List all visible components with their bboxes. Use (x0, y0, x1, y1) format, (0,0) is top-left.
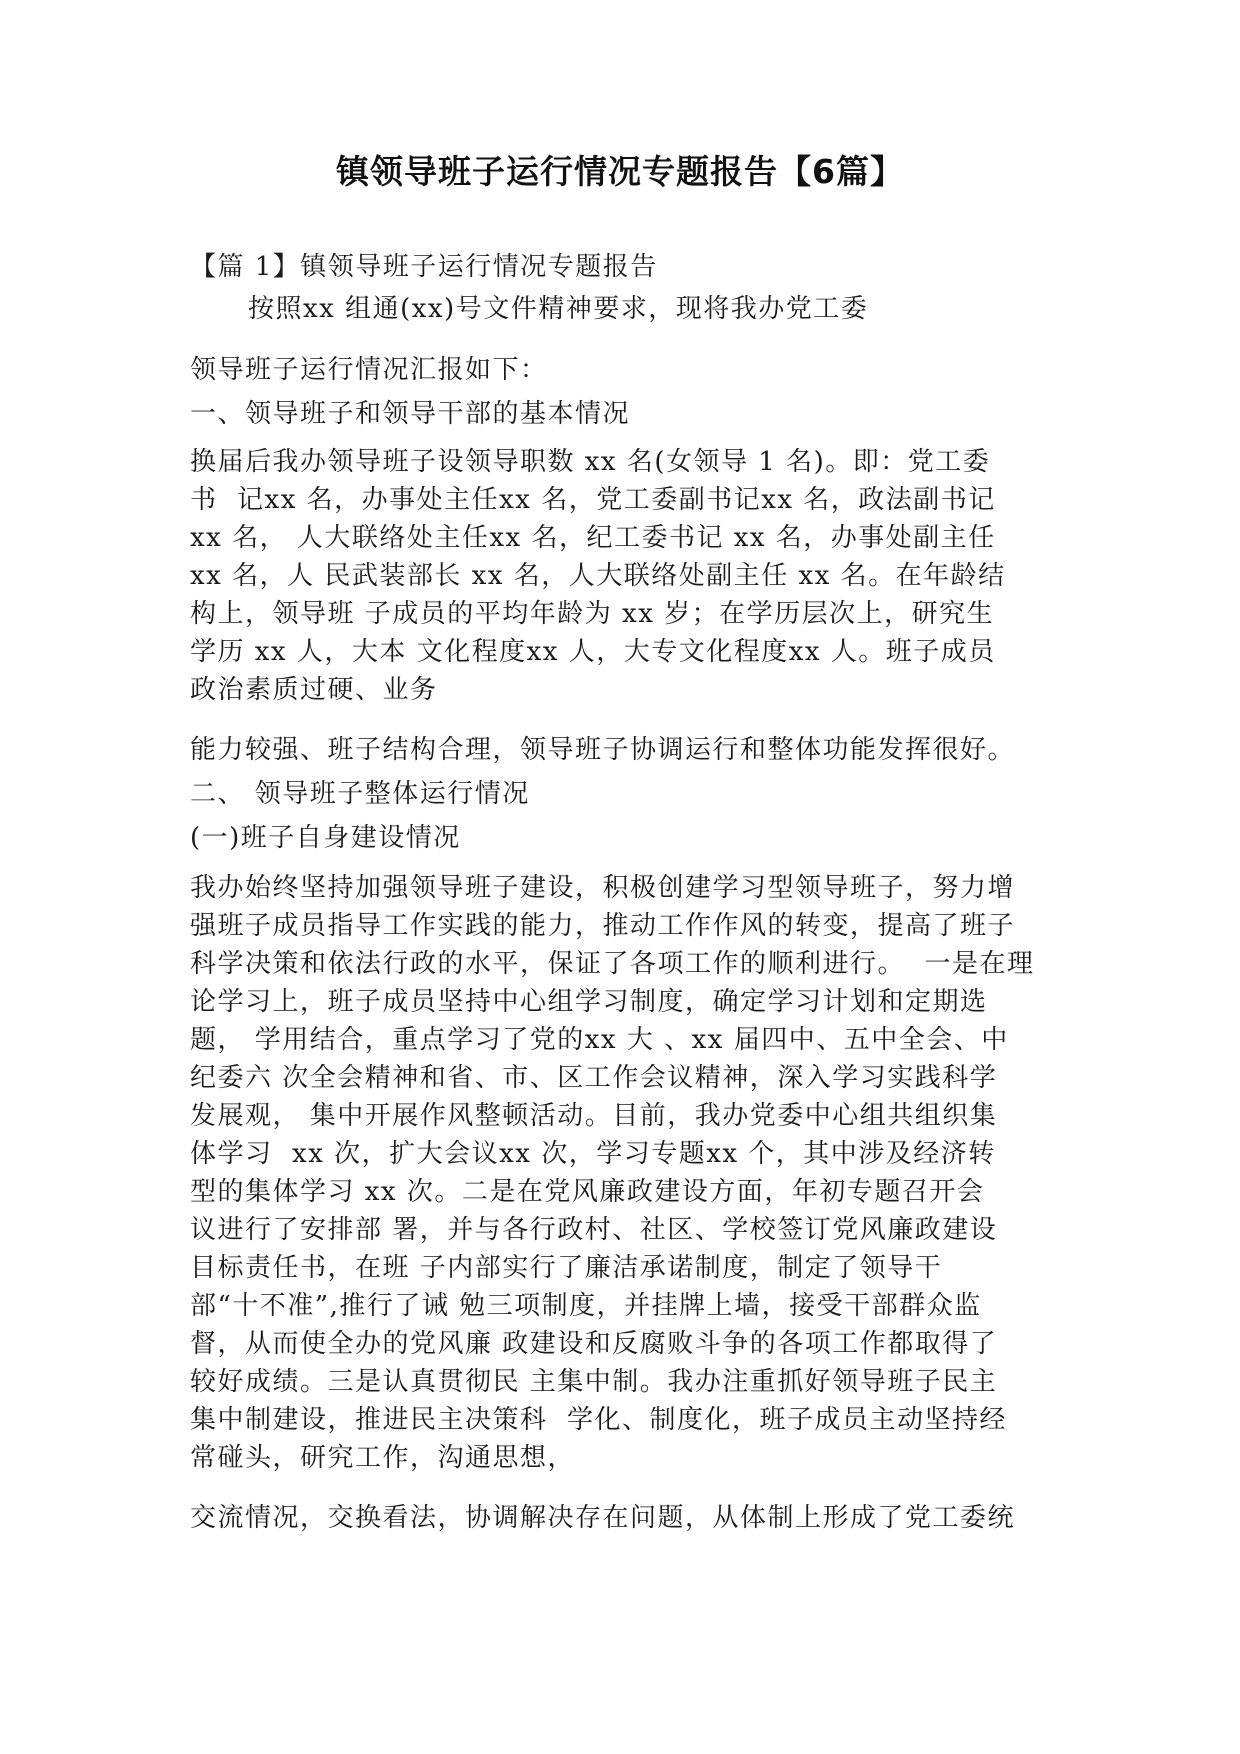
body-line: 我办始终坚持加强领导班子建设，积极创建学习型领导班子，努力增 (190, 873, 1016, 903)
body-line: 论学习上，班子成员坚持中心组学习制度，确定学习计划和定期选 (190, 987, 988, 1017)
body-line: 换届后我办领导班子设领导职数 xx 名(女领导 1 名)。即：党工委 (190, 447, 991, 477)
subheading-line: 二、 领导班子整体运行情况 (190, 779, 530, 809)
body-line: 体学习 xx 次，扩大会议xx 次，学习专题xx 个，其中涉及经济转 (190, 1139, 996, 1169)
body-line: 集中制建设，推进民主决策科 学化、制度化，班子成员主动坚持经 (190, 1405, 1008, 1435)
section-heading: 【篇 1】镇领导班子运行情况专题报告 (190, 252, 658, 282)
body-line: 政治素质过硬、业务 (190, 675, 438, 705)
subheading-line: 一、领导班子和领导干部的基本情况 (190, 399, 631, 429)
body-line: 常碰头，研究工作，沟通思想， (190, 1443, 576, 1473)
body-line: 能力较强、班子结构合理，领导班子协调运行和整体功能发挥很好。 (190, 735, 1016, 765)
body-line: 学历 xx 人，大本 文化程度xx 人，大专文化程度xx 人。班子成员 (190, 637, 996, 667)
body-line: 强班子成员指导工作实践的能力，推动工作作风的转变，提高了班子 (190, 911, 1016, 941)
body-line: 较好成绩。三是认真贯彻民 主集中制。我办注重抓好领导班子民主 (190, 1367, 998, 1397)
body-line: 议进行了安排部 署，并与各行政村、社区、学校签订党风廉政建设 (190, 1215, 998, 1245)
body-line: 科学决策和依法行政的水平，保证了各项工作的顺利进行。 一是在理 (190, 949, 1035, 979)
body-line: 交流情况，交换看法，协调解决存在问题，从体制上形成了党工委统 (190, 1503, 1016, 1533)
body-line: 纪委六 次全会精神和省、市、区工作会议精神，深入学习实践科学 (190, 1063, 998, 1093)
body-line: 部“十不准”,推行了诫 勉三项制度，并挂牌上墙，接受干部群众监 (190, 1291, 982, 1321)
intro-line: 按照xx 组通(xx)号文件精神要求，现将我办党工委 (248, 294, 869, 324)
body-line: 督，从而使全办的党风廉 政建设和反腐败斗争的各项工作都取得了 (190, 1329, 998, 1359)
subheading-line: (一)班子自身建设情况 (190, 823, 461, 853)
body-line: 书 记xx 名，办事处主任xx 名，党工委副书记xx 名，政法副书记 (190, 485, 996, 515)
body-line: 领导班子运行情况汇报如下： (190, 355, 548, 385)
document-title: 镇领导班子运行情况专题报告【6篇】 (336, 152, 904, 191)
body-line: 型的集体学习 xx 次。二是在党风廉政建设方面，年初专题召开会 (190, 1177, 985, 1207)
body-line: 发展观， 集中开展作风整顿活动。目前，我办党委中心组共组织集 (190, 1101, 998, 1131)
body-line: 构上，领导班 子成员的平均年龄为 xx 岁；在学历层次上，研究生 (190, 599, 995, 629)
body-line: xx 名，人 民武装部长 xx 名，人大联络处副主任 xx 名。在年龄结 (190, 561, 1006, 591)
body-line: xx 名， 人大联络处主任xx 名，纪工委书记 xx 名，办事处副主任 (190, 523, 996, 553)
body-line: 目标责任书，在班 子内部实行了廉洁承诺制度，制定了领导干 (190, 1253, 943, 1283)
body-line: 题， 学用结合，重点学习了党的xx 大 、xx 届四中、五中全会、中 (190, 1025, 1009, 1055)
